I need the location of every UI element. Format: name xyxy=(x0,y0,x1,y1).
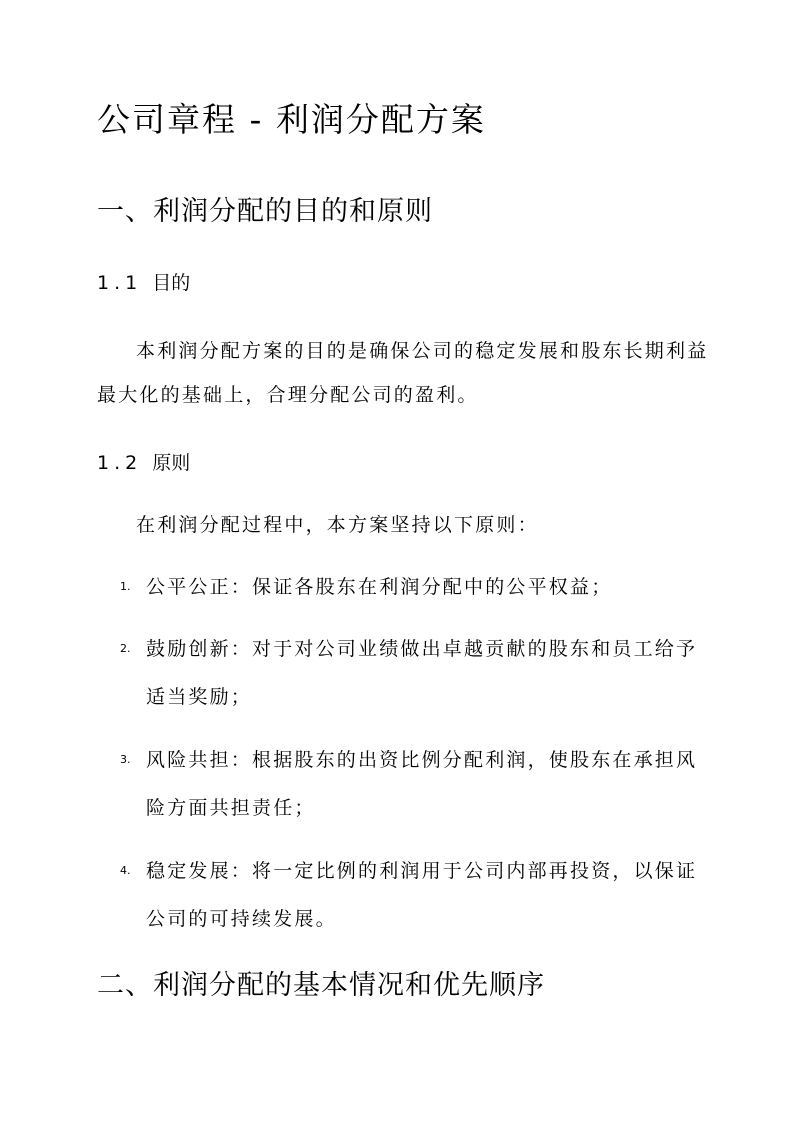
document-title: 公司章程 - 利润分配方案 xyxy=(97,100,486,139)
section-1-heading: 一、利润分配的目的和原则 xyxy=(97,196,433,227)
list-item-text: 风险共担：根据股东的出资比例分配利润，使股东在承担风 xyxy=(146,749,698,771)
subsection-number: 1.1 xyxy=(97,272,143,294)
paragraph-line: 在利润分配过程中，本方案坚持以下原则： xyxy=(136,514,539,536)
list-item-number: 3. xyxy=(120,753,131,766)
subsection-1-2-heading xyxy=(97,448,190,478)
list-item-text: 鼓励创新：对于对公司业绩做出卓越贡献的股东和员工给予 xyxy=(146,638,698,660)
list-item-number: 1. xyxy=(120,580,131,593)
paragraph-line: 最大化的基础上，合理分配公司的盈利。 xyxy=(97,384,479,406)
list-item-text: 险方面共担责任； xyxy=(146,797,316,819)
list-item-text: 稳定发展：将一定比例的利润用于公司内部再投资，以保证 xyxy=(146,860,698,882)
subsection-number: 1.2 xyxy=(97,452,143,474)
list-item-text: 公平公正：保证各股东在利润分配中的公平权益； xyxy=(146,576,613,598)
paragraph-line: 本利润分配方案的目的是确保公司的稳定发展和股东长期利益 xyxy=(136,340,709,362)
section-2-heading: 二、利润分配的基本情况和优先顺序 xyxy=(97,970,545,1001)
list-item-number: 4. xyxy=(120,864,131,877)
list-item-text: 公司的可持续发展。 xyxy=(146,908,337,930)
list-item-text: 适当奖励； xyxy=(146,686,253,708)
subsection-1-1-heading xyxy=(97,268,190,298)
subsection-title: 原则 xyxy=(152,452,191,474)
list-item-number: 2. xyxy=(120,642,131,655)
subsection-title: 目的 xyxy=(152,272,191,294)
